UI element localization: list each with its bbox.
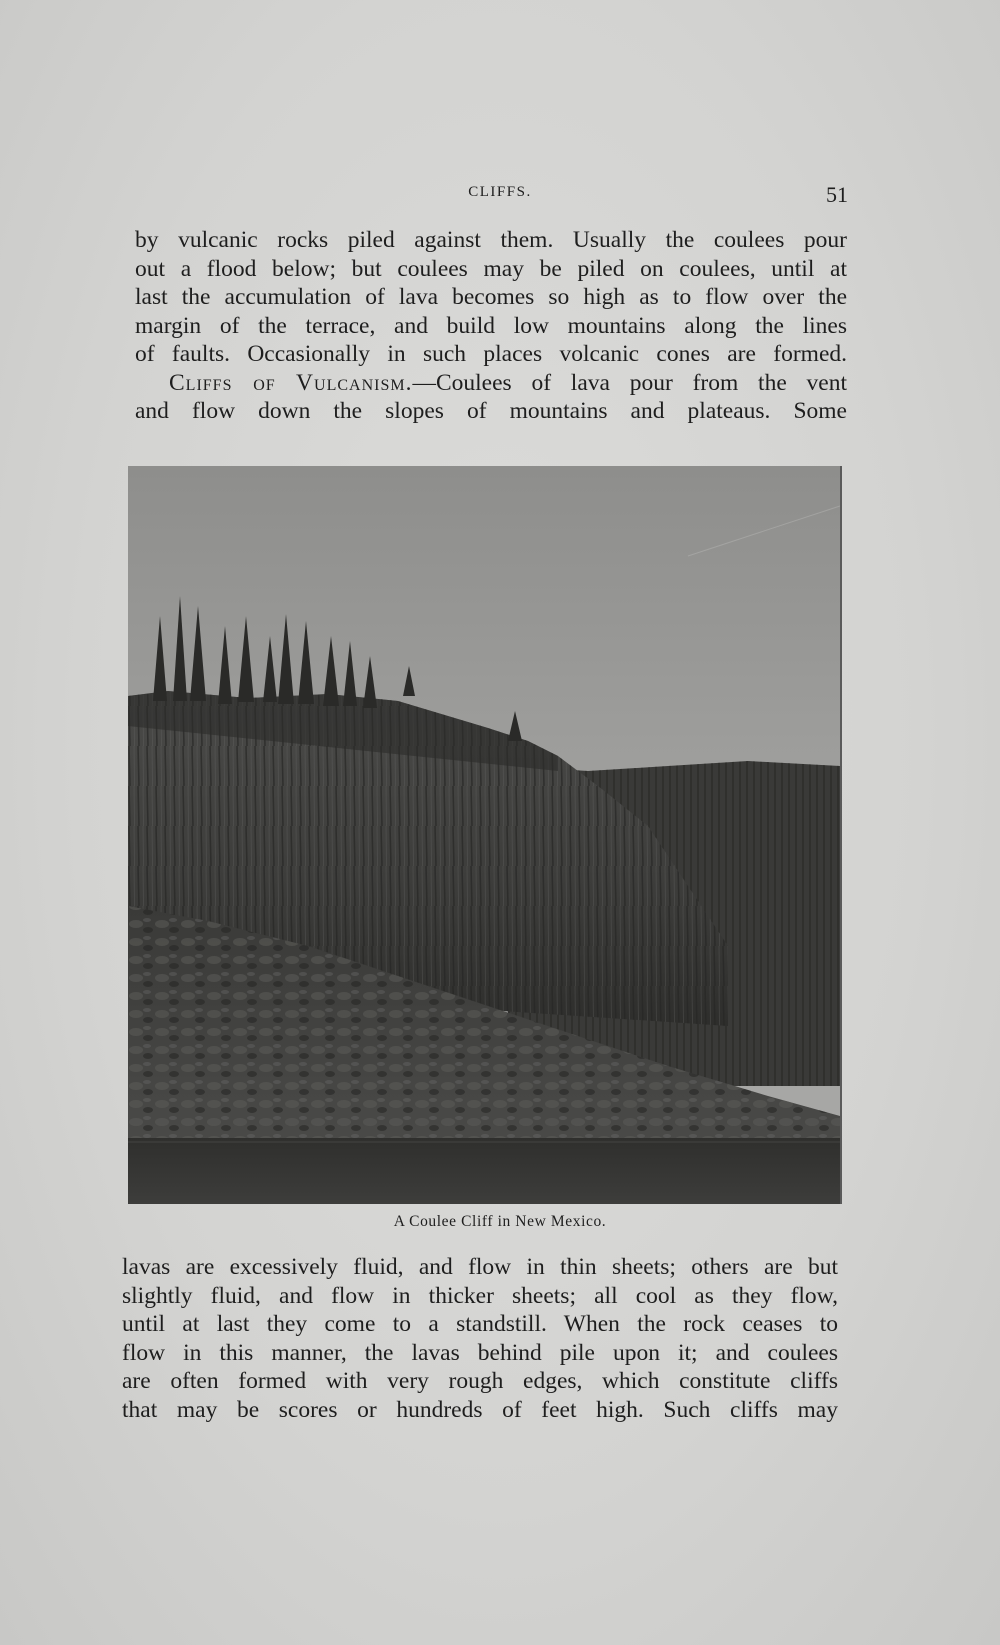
section-dash: — <box>412 369 436 396</box>
running-head <box>0 182 1000 212</box>
top-paragraph <box>135 226 847 426</box>
section-first-line-text: Coulees of lava pour from the vent <box>435 369 847 396</box>
text-line: and flow down the slopes of mountains and plateaus. Some <box>135 398 847 424</box>
section-heading: Cliffs of Vulcanism. <box>169 369 413 396</box>
text-line: until at last they come to a standstill. When the rock ceases to <box>122 1311 838 1337</box>
text-line: last the accumulation of lava becomes so high as to flow over the <box>135 284 847 310</box>
text-line: lavas are excessively fluid, and flow in thin sheets; others are but <box>122 1254 838 1280</box>
running-title: CLIFFS. <box>468 184 532 200</box>
bottom-paragraph <box>122 1253 838 1424</box>
coulee-cliff-photograph <box>128 466 842 1204</box>
text-line: margin of the terrace, and build low mountains along the lines <box>135 312 847 339</box>
section-first-line <box>135 369 847 398</box>
text-line: that may be scores or hundreds of feet high. Such cliffs may <box>122 1396 838 1423</box>
page-number: 51 <box>826 182 848 207</box>
text-line: slightly fluid, and flow in thicker sheets; all cool as they flow, <box>122 1282 838 1309</box>
text-line: flow in this manner, the lavas behind pile upon it; and coulees <box>122 1339 838 1366</box>
text-line: by vulcanic rocks piled against them. Usually the coulees pour <box>135 227 847 253</box>
text-line: of faults. Occasionally in such places volcanic cones are formed. <box>135 341 847 367</box>
text-line: are often formed with very rough edges, which constitute cliffs <box>122 1368 838 1394</box>
text-line: out a flood below; but coulees may be piled on coulees, until at <box>135 255 847 282</box>
figure-caption: A Coulee Cliff in New Mexico. <box>393 1213 607 1230</box>
